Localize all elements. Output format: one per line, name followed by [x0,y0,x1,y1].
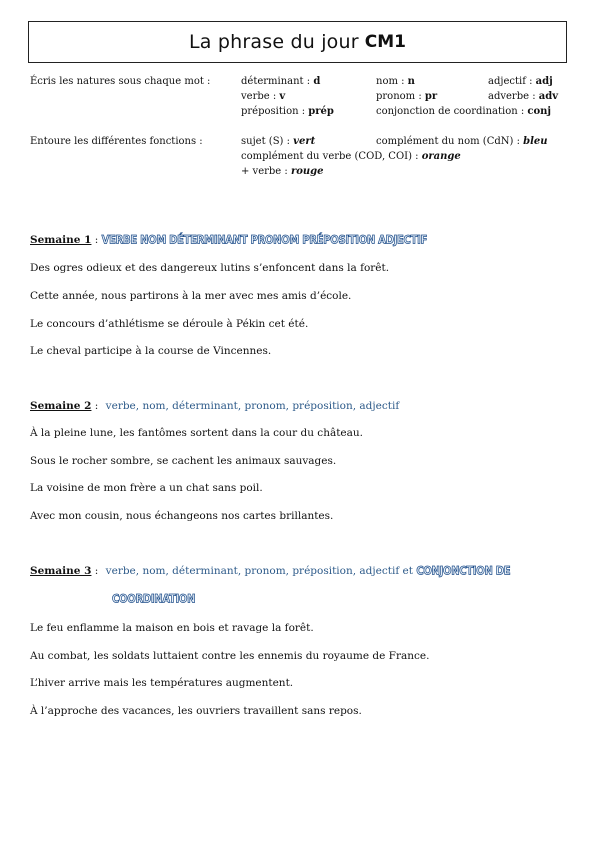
key-conjonction: conjonction de coordination : conj [376,106,552,117]
week-1-sentence-2: Cette année, nous partirons à la mer avec mes amis d’école. [30,290,352,302]
week-3-natures-new-b: COORDINATION [112,593,196,606]
class-level: CM1 [364,32,406,52]
page-title: La phrase du jour [189,31,359,53]
week-3-header: Semaine 3 : verbe, nom, déterminant, pronom, préposition, adjectif et CONJONCTION DE [30,565,511,578]
week-3-sentence-2: Au combat, les soldats luttaient contre les ennemis du royaume de France. [30,650,430,662]
week-2-header: Semaine 2 : verbe, nom, déterminant, pronom, préposition, adjectif [30,400,400,412]
week-3-label: Semaine 3 [30,565,92,577]
key-determinant: déterminant : d [241,76,321,87]
key-cdn: complément du nom (CdN) : bleu [376,136,548,147]
week-1-header: Semaine 1 : VERBE NOM DÉTERMINANT PRONOM PRÉPOSITION ADJECTIF [30,234,428,247]
week-1-sentence-1: Des ogres odieux et des dangereux lutins s’enfoncent dans la forêt. [30,262,390,274]
key-plus-verbe: + verbe : rouge [241,166,324,177]
week-3-header-cont [112,593,195,605]
week-1-sentence-4: Le cheval participe à la course de Vincennes. [30,345,272,357]
key-pronom: pronom : pr [376,91,438,102]
title-box [28,21,567,63]
week-3-sentence-1: Le feu enflamme la maison en bois et ravage la forêt. [30,622,314,634]
key-adverbe: adverbe : adv [488,91,559,102]
week-3-natures-new-a: CONJONCTION DE [416,565,511,578]
week-2-sentence-4: Avec mon cousin, nous échangeons nos cartes brillantes. [30,510,334,522]
key-adjectif: adjectif : adj [488,76,553,87]
week-1-label: Semaine 1 [30,234,92,246]
week-1-sentence-3: Le concours d’athlétisme se déroule à Pékin cet été. [30,318,309,330]
week-2-label: Semaine 2 [30,400,92,412]
week-2-sentence-3: La voisine de mon frère a un chat sans poil. [30,482,263,494]
key-nom: nom : n [376,76,415,87]
week-2-sentence-1: À la pleine lune, les fantômes sortent dans la cour du château. [30,427,364,439]
natures-instruction: Écris les natures sous chaque mot : [30,76,211,87]
key-verbe: verbe : v [241,91,286,102]
key-preposition: préposition : prép [241,106,334,117]
key-complement-verbe: complément du verbe (COD, COI) : orange [241,151,461,162]
week-2-natures: verbe, nom, déterminant, pronom, préposition, adjectif [105,400,400,412]
week-1-natures: VERBE NOM DÉTERMINANT PRONOM PRÉPOSITION ADJECTIF [101,234,428,247]
key-sujet: sujet (S) : vert [241,136,316,147]
week-2-sentence-2: Sous le rocher sombre, se cachent les animaux sauvages. [30,455,337,467]
week-3-sentence-3: L’hiver arrive mais les températures augmentent. [30,677,294,689]
week-3-sentence-4: À l’approche des vacances, les ouvriers travaillent sans repos. [30,705,362,717]
week-3-natures: verbe, nom, déterminant, pronom, préposition, adjectif et [105,565,417,577]
fonctions-instruction: Entoure les différentes fonctions : [30,136,203,147]
